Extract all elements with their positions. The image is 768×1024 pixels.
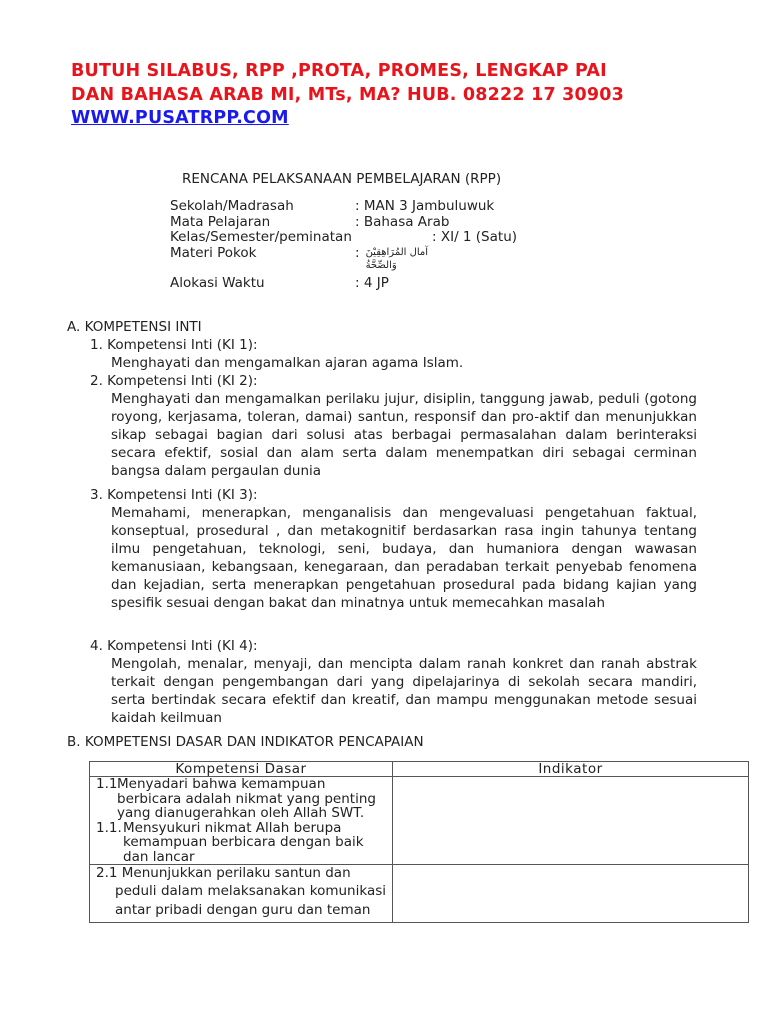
ki-heading: 3. Kompetensi Inti (KI 3): bbox=[90, 487, 258, 503]
table-cell bbox=[393, 777, 749, 865]
website-link[interactable]: WWW.PUSATRPP.COM bbox=[71, 108, 289, 128]
ki-heading: 1. Kompetensi Inti (KI 1): bbox=[90, 337, 258, 353]
identity-block bbox=[170, 199, 517, 291]
table-row bbox=[90, 865, 749, 923]
kd-indicator-table bbox=[89, 761, 749, 923]
kd-text: peduli dalam melaksanakan komunikasi antar pribadi dengan guru dan teman bbox=[115, 883, 386, 918]
ki-body: Menghayati dan mengamalkan perilaku jujur, disiplin, tanggung jawab, peduli (gotong royong, kerjasama, toleran, damai) santun, responsif dan pro-aktif dan menunjukkan sikap sebagai bagian dari solusi atas berbagai permasalahan dalam berinteraksi secara efektif, sosial dan alam serta dalam menempatkan diri sebagai cerminan bangsa dalam pergaulan dunia bbox=[111, 391, 697, 479]
table-cell bbox=[90, 777, 393, 865]
ki-body: Memahami, menerapkan, menganalisis dan mengevaluasi pengetahuan faktual, konseptual, prosedural , dan metakognitif berdasarkan rasa ingin tahunya tentang ilmu pengetahuan, teknologi, seni, budaya, dan humaniora dengan wawasan kemanusiaan, kebangsaan, kenegaraan, dan peradaban terkait penyebab fenomena dan kejadian, serta menerapkan pengetahuan prosedural pada bidang kajian yang spesifik sesuai dengan bakat dan minatnya untuk memecahkan masalah bbox=[111, 505, 697, 611]
kd-number: 2.1 bbox=[96, 865, 118, 881]
ki-item bbox=[90, 336, 697, 372]
column-header: Indikator bbox=[393, 762, 749, 777]
advertisement-banner bbox=[71, 60, 624, 131]
info-value: : 4 JP bbox=[355, 274, 389, 291]
table-row bbox=[90, 777, 749, 865]
section-a-heading: A. KOMPETENSI INTI bbox=[67, 319, 202, 335]
ad-line-1: BUTUH SILABUS, RPP ,PROTA, PROMES, LENGKAP PAI bbox=[71, 61, 607, 81]
arabic-topic bbox=[366, 246, 429, 272]
kd-number: 1.1 bbox=[96, 776, 118, 792]
ki-item bbox=[90, 637, 697, 727]
section-b-heading: B. KOMPETENSI DASAR DAN INDIKATOR PENCAPAIAN bbox=[67, 734, 424, 750]
info-key: Materi Pokok bbox=[170, 244, 257, 261]
ki-heading: 2. Kompetensi Inti (KI 2): bbox=[90, 373, 258, 389]
kd-text: Menunjukkan perilaku santun dan bbox=[121, 865, 351, 881]
ki-heading: 4. Kompetensi Inti (KI 4): bbox=[90, 638, 258, 654]
document-title: RENCANA PELAKSANAAN PEMBELAJARAN (RPP) bbox=[182, 171, 502, 187]
info-value: : bbox=[355, 244, 360, 261]
kd-text: Menyadari bahwa kemampuan berbicara adalah nikmat yang penting yang dianugerahkan oleh Allah SWT. bbox=[117, 776, 376, 821]
info-key: Mata Pelajaran bbox=[170, 213, 271, 230]
arabic-line-2: وَالصِّحَّةُ bbox=[365, 259, 397, 271]
ki-item bbox=[90, 372, 697, 480]
info-key: Alokasi Waktu bbox=[170, 274, 265, 291]
info-key: Kelas/Semester/peminatan bbox=[170, 229, 352, 245]
ki-body: Mengolah, menalar, menyaji, dan mencipta dalam ranah konkret dan ranah abstrak terkait dengan pengembangan dari yang dipelajarinya di sekolah secara mandiri, serta bertindak secara efektif dan kreatif, dan mampu menggunakan metode sesuai kaidah keilmuan bbox=[111, 656, 697, 726]
column-header: Kompetensi Dasar bbox=[90, 762, 393, 777]
ad-line-2: DAN BAHASA ARAB MI, MTs, MA? HUB. 08222 17 30903 bbox=[71, 84, 625, 105]
info-value: : Bahasa Arab bbox=[355, 213, 450, 230]
arabic-line-1: آمال المُرَاهِقِيْنَ bbox=[365, 246, 429, 258]
kd-number: 1.1. bbox=[96, 819, 122, 836]
kd-text: Mensyukuri nikmat Allah berupa kemampuan berbicara dengan baik dan lancar bbox=[123, 819, 364, 865]
info-key: Sekolah/Madrasah bbox=[170, 198, 294, 214]
info-value: : XI/ 1 (Satu) bbox=[432, 229, 518, 245]
ki-body: Menghayati dan mengamalkan ajaran agama Islam. bbox=[111, 355, 464, 371]
ki-item bbox=[90, 486, 697, 612]
table-cell bbox=[90, 865, 393, 923]
table-cell bbox=[393, 865, 749, 923]
info-value: : MAN 3 Jambuluwuk bbox=[355, 198, 495, 214]
